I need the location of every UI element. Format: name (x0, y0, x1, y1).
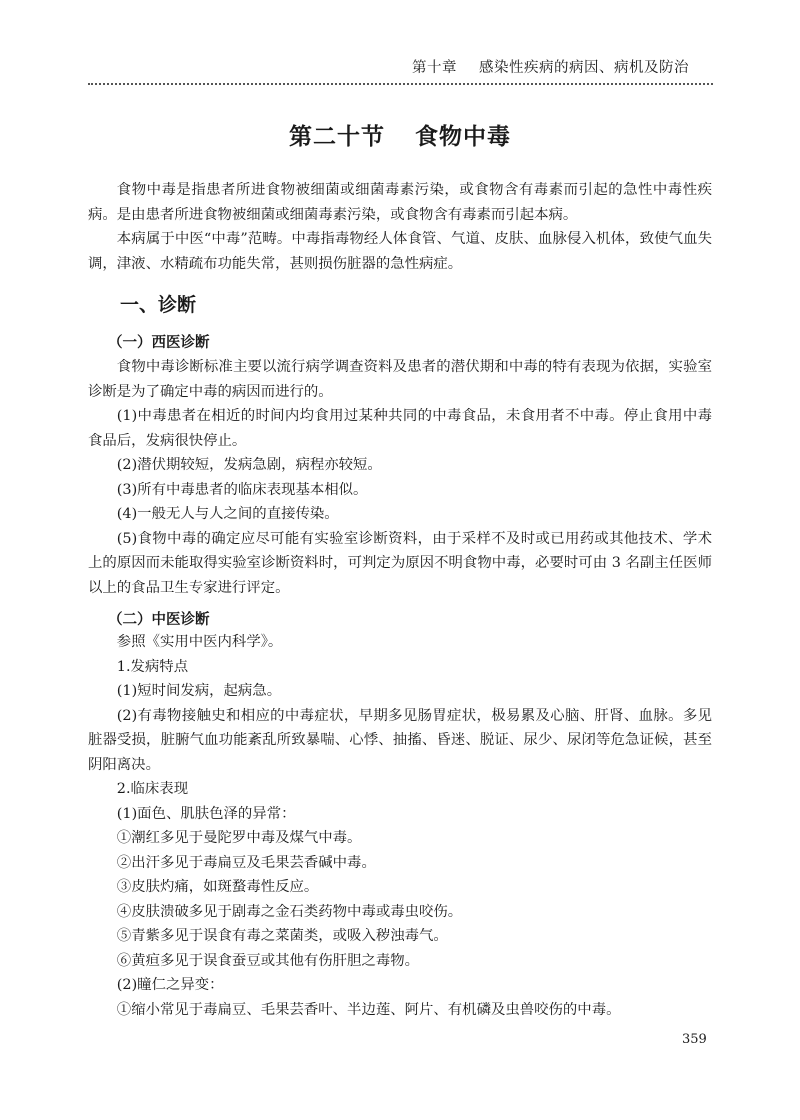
list-item: ③皮肤灼痛，如斑蝥毒性反应。 (116, 879, 319, 895)
paragraph: (3)所有中毒患者的临床表现基本相似。 (116, 481, 368, 498)
subheading: 1.发病特点 (116, 658, 189, 675)
list-item: ①缩小常见于毒扁豆、毛果芸香叶、半边莲、阿片、有机磷及虫兽咬伤的中毒。 (116, 1001, 621, 1018)
list-item: ⑥黄疸多见于误食蚕豆或其他有伤肝胆之毒物。 (116, 952, 420, 969)
section-name: 食物中毒 (415, 124, 511, 150)
list-item: ①潮红多见于曼陀罗中毒及煤气中毒。 (116, 830, 362, 846)
heading-diagnosis: 一、诊断 (120, 294, 197, 316)
paragraph: 参照《实用中医内科学》。 (116, 634, 283, 650)
paragraph: (2)潜伏期较短，发病急剧，病程亦较短。 (116, 457, 382, 473)
list-item: ④皮肤溃破多见于剧毒之金石类药物中毒或毒虫咬伤。 (116, 903, 463, 920)
heading-tcm-diagnosis: （二）中医诊断 (108, 612, 210, 628)
page-number: 359 (682, 1032, 707, 1047)
chapter-title: 感染性疾病的病因、病机及防治 (479, 60, 689, 76)
heading-western-diagnosis: （一）西医诊断 (108, 335, 210, 351)
paragraph: (2)有毒物接触史和相应的中毒症状，早期多见肠胃症状，极易累及心脑、肝肾、血脉。多见脏器受损，脏腑气血功能紊乱所致暴喘、心悸、抽搐、昏迷、脱证、尿少、尿闭等危急证候，甚至阴阳离决。 (88, 707, 712, 773)
paragraph: (4)一般无人与人之间的直接传染。 (116, 506, 339, 522)
intro-paragraph: 本病属于中医“中毒”范畴。中毒指毒物经人体食管、气道、皮肤、血脉侵入机体，致使气血失调，津液、水精疏布功能失常，甚则损伤脏器的急性病症。 (88, 231, 712, 272)
chapter-number: 第十章 (412, 60, 457, 76)
list-item: ②出汗多见于毒扁豆及毛果芸香碱中毒。 (116, 854, 376, 871)
list-item: ⑤青紫多见于误食有毒之菜菌类，或吸入秽浊毒气。 (116, 928, 448, 944)
paragraph: 食物中毒诊断标准主要以流行病学调查资料及患者的潜伏期和中毒的特有表现为依据，实验室诊断是为了确定中毒的病因而进行的。 (88, 359, 712, 400)
paragraph: (1)面色、肌肤色泽的异常： (116, 805, 296, 822)
western-diagnosis-block (88, 355, 712, 600)
running-header (412, 56, 712, 77)
paragraph: (1)中毒患者在相近的时间内均食用过某种共同的中毒食品，未食用者不中毒。停止食用中毒食品后，发病很快停止。 (88, 408, 712, 449)
tcm-diagnosis-block (88, 630, 712, 1022)
intro-block (88, 178, 712, 276)
paragraph: (1)短时间发病，起病急。 (116, 683, 282, 699)
subheading: 2.临床表现 (116, 781, 189, 797)
header-divider (88, 83, 713, 85)
intro-paragraph: 食物中毒是指患者所进食物被细菌或细菌毒素污染，或食物含有毒素而引起的急性中毒性疾病。是由患者所进食物被细菌或细菌毒素污染，或食物含有毒素而引起本病。 (88, 182, 712, 223)
paragraph: (5)食物中毒的确定应尽可能有实验室诊断资料，由于采样不及时或已用药或其他技术、学术上的原因而未能取得实验室诊断资料时，可判定为原因不明食物中毒，必要时可由 3 名副主任医师以上的食品卫生专家进行评定。 (88, 530, 712, 596)
paragraph: (2)瞳仁之异变： (116, 977, 224, 993)
section-number: 第二十节 (289, 124, 385, 150)
section-title (0, 118, 800, 151)
